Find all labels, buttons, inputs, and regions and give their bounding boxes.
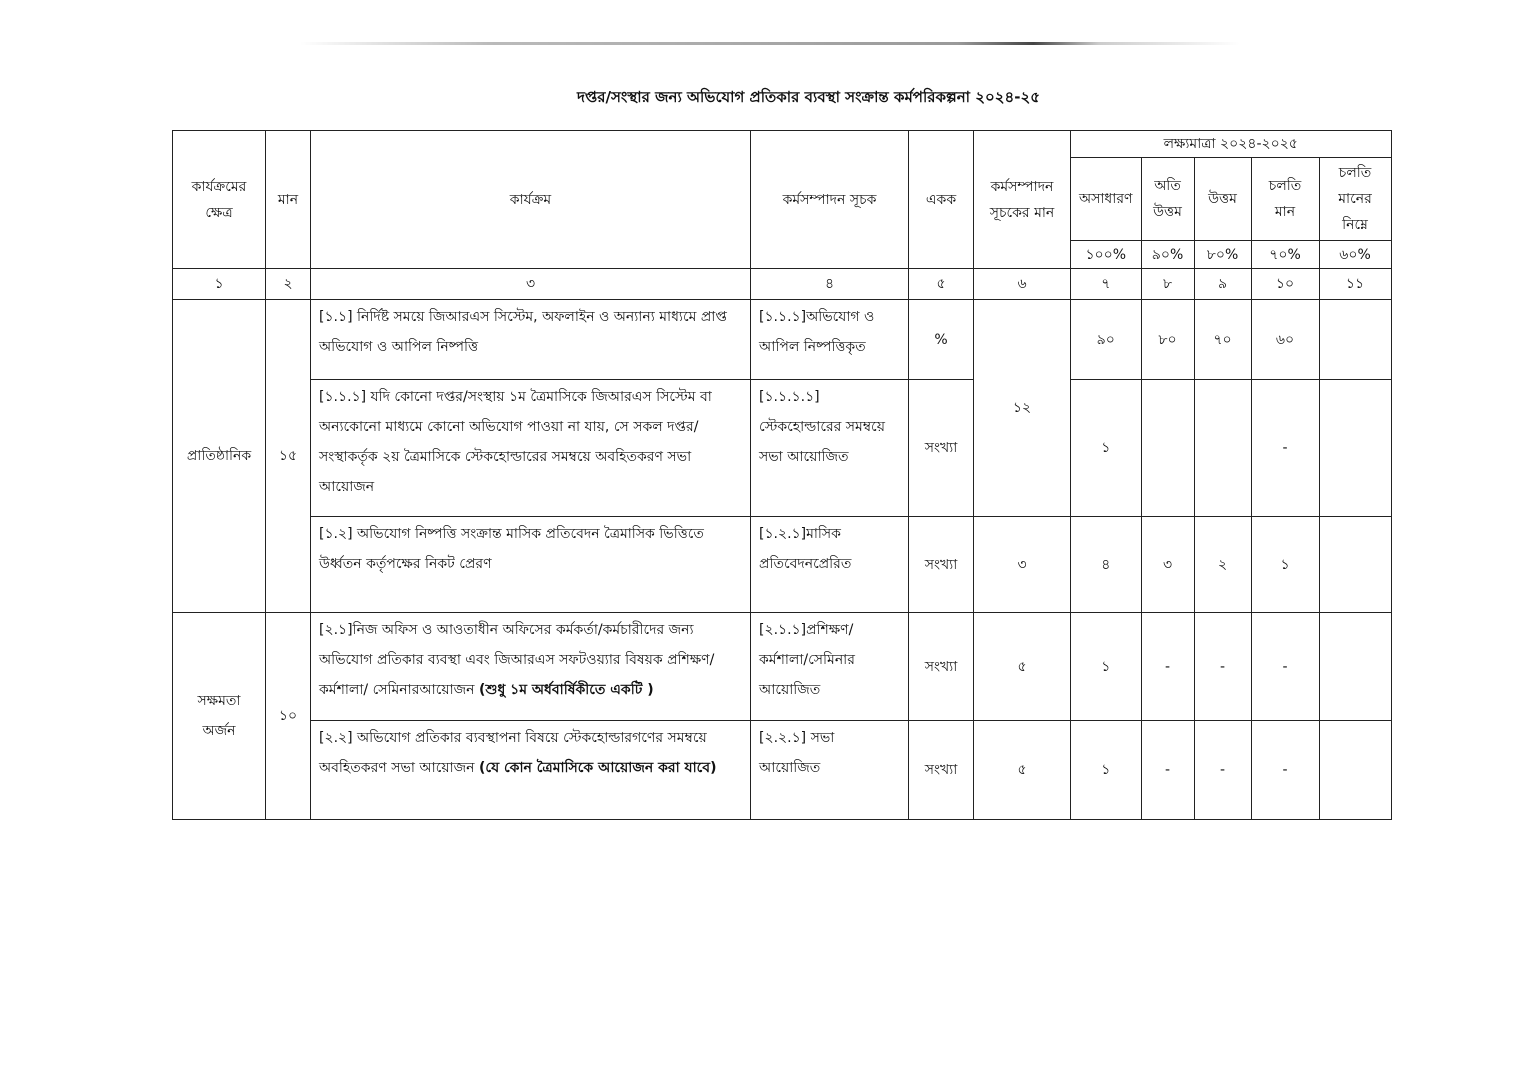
target-cell: ২: [1194, 517, 1251, 613]
page-title: দপ্তর/সংস্থার জন্য অভিযোগ প্রতিকার ব্যবস্থা সংক্রান্ত কর্মপরিকল্পনা ২০২৪-২৫: [577, 88, 1040, 106]
header-target-label: চলতি মানের নিম্নে: [1319, 158, 1391, 241]
column-number: ১১: [1319, 269, 1391, 300]
indicator-cell: [২.১.১]প্রশিক্ষণ/ কর্মশালা/সেমিনার আয়োজিত: [751, 613, 909, 721]
column-number: ২: [266, 269, 311, 300]
column-number: ১০: [1251, 269, 1319, 300]
target-cell: -: [1194, 721, 1251, 820]
activity-cell: [311, 517, 751, 613]
target-cell: -: [1141, 721, 1194, 820]
header-area: কার্যক্রমের ক্ষেত্র: [173, 131, 266, 269]
indicator-value-cell: ৫: [974, 613, 1071, 721]
header-indicator: কর্মসম্পাদন সূচক: [751, 131, 909, 269]
column-number: ৫: [909, 269, 974, 300]
column-number: ৭: [1071, 269, 1142, 300]
column-number: ৪: [751, 269, 909, 300]
target-cell: ৬০: [1251, 300, 1319, 380]
target-cell: [1319, 517, 1391, 613]
header-weight: মান: [266, 131, 311, 269]
unit-cell: %: [909, 300, 974, 380]
indicator-value-cell: ১২: [974, 300, 1071, 517]
section-weight: ১০: [266, 613, 311, 820]
header-target-pct: ১০০%: [1071, 241, 1142, 269]
indicator-cell: [২.২.১] সভা আয়োজিত: [751, 721, 909, 820]
target-cell: ১: [1071, 613, 1142, 721]
target-cell: ৭০: [1194, 300, 1251, 380]
unit-cell: সংখ্যা: [909, 613, 974, 721]
target-cell: -: [1194, 613, 1251, 721]
header-target-group: লক্ষ্যমাত্রা ২০২৪-২০২৫: [1071, 131, 1392, 158]
unit-cell: সংখ্যা: [909, 721, 974, 820]
target-cell: -: [1251, 380, 1319, 517]
header-indicator-value: কর্মসম্পাদন সূচকের মান: [974, 131, 1071, 269]
target-cell: [1141, 380, 1194, 517]
target-cell: [1319, 721, 1391, 820]
header-target-pct: ৬০%: [1319, 241, 1391, 269]
target-cell: [1319, 380, 1391, 517]
header-target-pct: ৯০%: [1141, 241, 1194, 269]
target-cell: ৩: [1141, 517, 1194, 613]
target-cell: [1319, 613, 1391, 721]
column-number: ৯: [1194, 269, 1251, 300]
activity-cell: [311, 380, 751, 517]
target-cell: ৮০: [1141, 300, 1194, 380]
indicator-cell: [১.১.১]অভিযোগ ও আপিল নিষ্পত্তিকৃত: [751, 300, 909, 380]
section-area: সক্ষমতা অর্জন: [173, 613, 266, 820]
column-number: ৩: [311, 269, 751, 300]
indicator-cell: [১.২.১]মাসিক প্রতিবেদনপ্রেরিত: [751, 517, 909, 613]
section-weight: ১৫: [266, 300, 311, 613]
activity-cell: [311, 300, 751, 380]
indicator-cell: [১.১.১.১] স্টেকহোল্ডারের সমম্বয়ে সভা আয়োজিত: [751, 380, 909, 517]
target-cell: -: [1251, 613, 1319, 721]
activity-note: (যে কোন ত্রৈমাসিকে আয়োজন করা যাবে): [478, 760, 717, 776]
header-target-label: অসাধারণ: [1071, 158, 1142, 241]
activity-text: [১.১.১] যদি কোনো দপ্তর/সংস্থায় ১ম ত্রৈমাসিকে জিআরএস সিস্টেম বা অন্যকোনো মাধ্যমে কোনো অভিযোগ পাওয়া না যায়, সে সকল দপ্তর/সংস্থাকর্তৃক ২য় ত্রৈমাসিকে স্টেকহোল্ডারের সমম্বয়ে অবহিতকরণ সভা আয়োজন: [319, 389, 712, 495]
activity-text: [১.১] নির্দিষ্ট সময়ে জিআরএস সিস্টেম, অফলাইন ও অন্যান্য মাধ্যমে প্রাপ্ত অভিযোগ ও আপিল নিষ্পত্তি: [319, 309, 727, 355]
header-target-label: চলতি মান: [1251, 158, 1319, 241]
activity-text: [২.১]নিজ অফিস ও আওতাধীন অফিসের কর্মকর্তা/কর্মচারীদের জন্য অভিযোগ প্রতিকার ব্যবস্থা এবং জিআরএস সফটওয়্যার বিষয়ক প্রশিক্ষণ/কর্মশালা/ সেমিনারআয়োজন: [319, 622, 715, 698]
column-number: ৬: [974, 269, 1071, 300]
target-cell: ১: [1251, 517, 1319, 613]
target-cell: ১: [1071, 721, 1142, 820]
indicator-value-cell: ৩: [974, 517, 1071, 613]
header-unit: একক: [909, 131, 974, 269]
header-target-pct: ৭০%: [1251, 241, 1319, 269]
column-number: ৮: [1141, 269, 1194, 300]
target-cell: ১: [1071, 380, 1142, 517]
scan-artifact: [300, 42, 1240, 45]
target-cell: ৯০: [1071, 300, 1142, 380]
activity-cell: [311, 721, 751, 820]
header-activity: কার্যক্রম: [311, 131, 751, 269]
action-plan-table: [172, 130, 1392, 820]
header-target-label: অতি উত্তম: [1141, 158, 1194, 241]
activity-text: [২.২] অভিযোগ প্রতিকার ব্যবস্থাপনা বিষয়ে স্টেকহোল্ডারগণের সমম্বয়ে অবহিতকরণ সভা আয়োজন: [319, 730, 707, 776]
target-cell: -: [1251, 721, 1319, 820]
unit-cell: সংখ্যা: [909, 380, 974, 517]
section-area: প্রাতিষ্ঠানিক: [173, 300, 266, 613]
indicator-value-cell: ৫: [974, 721, 1071, 820]
target-cell: [1319, 300, 1391, 380]
target-cell: ৪: [1071, 517, 1142, 613]
target-cell: -: [1141, 613, 1194, 721]
activity-cell: [311, 613, 751, 721]
target-cell: [1194, 380, 1251, 517]
activity-text: [১.২] অভিযোগ নিষ্পত্তি সংক্রান্ত মাসিক প্রতিবেদন ত্রৈমাসিক ভিত্তিতে উর্ধ্বতন কর্তৃপক্ষের নিকট প্রেরণ: [319, 526, 704, 572]
header-target-label: উত্তম: [1194, 158, 1251, 241]
unit-cell: সংখ্যা: [909, 517, 974, 613]
activity-note: (শুধু ১ম অর্ধবার্ষিকীতে একটি ): [479, 682, 654, 698]
header-target-pct: ৮০%: [1194, 241, 1251, 269]
column-number: ১: [173, 269, 266, 300]
